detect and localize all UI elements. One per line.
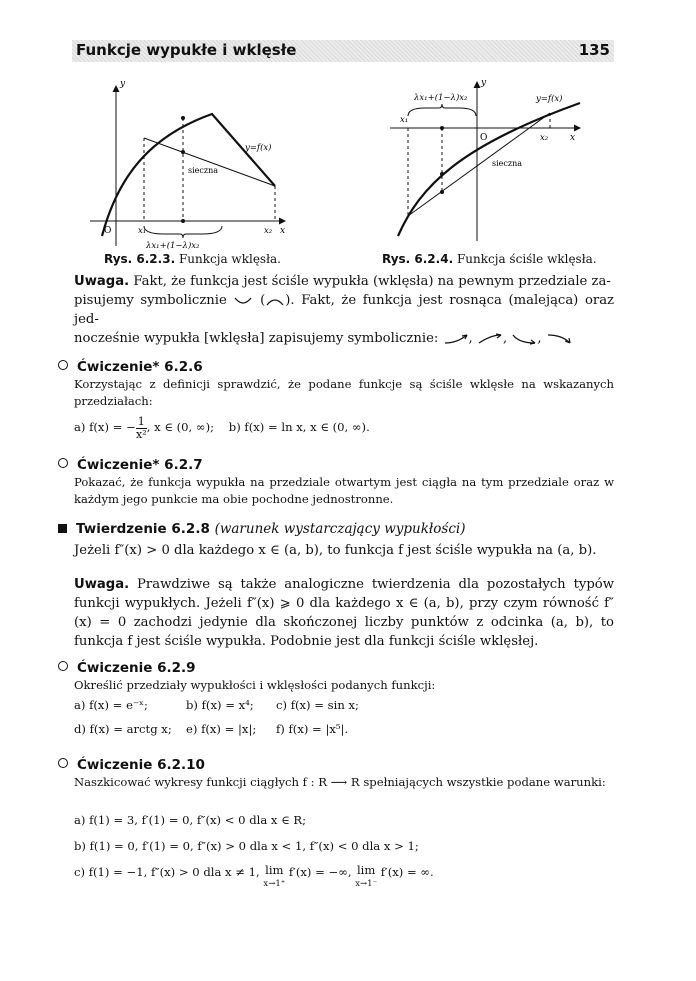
figure-concave [80, 76, 300, 254]
header-title: Funkcje wypukłe i wklęsłe [76, 41, 297, 59]
origin-label: O [480, 133, 488, 143]
axis-y-label: y [481, 78, 487, 88]
concave-curve [102, 114, 275, 236]
exercise-6-2-6-items: a) f(x) = − $\frac{1}{\text{x²}}$ , x ∈ (0, ∞); b) f(x) = ln x, x ∈ (0, ∞). [74, 414, 370, 441]
bullet-ring-icon [58, 758, 68, 768]
convex-symbol-icon [233, 296, 253, 306]
exercise-6-2-6-text: Korzystając z definicji sprawdzić, że podane funkcje są ściśle wklęsłe na wskazanych przedziałach: [74, 377, 614, 408]
figure-strictly-concave [380, 76, 610, 246]
caption-right: Rys. 6.2.4. Funkcja ściśle wklęsła. [382, 252, 597, 266]
combo-label: λx₁+(1−λ)x₂ [414, 93, 468, 103]
theorem-6-2-8-text: Jeżeli f″(x) > 0 dla każdego x ∈ (a, b), to funkcja f jest ściśle wypukła na (a, b). [74, 543, 597, 558]
increasing-convex-icon [443, 333, 469, 345]
origin-label: O [104, 226, 112, 236]
decreasing-convex-icon [511, 333, 537, 345]
bullet-ring-icon [58, 661, 68, 671]
axis-x-label: x [570, 133, 576, 143]
bullet-square-icon [58, 524, 67, 533]
caption-left: Rys. 6.2.3. Funkcja wklęsła. [104, 252, 281, 266]
exercise-6-2-10-c: c) f(1) = −1, f″(x) > 0 dla x ≠ 1, lim x→1⁺ f′(x) = −∞, lim x→1⁻ f′(x) = ∞. [74, 863, 434, 889]
curve-label: y=f(x) [536, 94, 563, 104]
x1-label: x₁ [138, 226, 147, 236]
exercise-6-2-9-text: Określić przedziały wypukłości i wklęsłości podanych funkcji: [74, 678, 436, 692]
exercise-6-2-7-text: Pokazać, że funkcja wypukła na przedziale otwartym jest ciągła na tym przedziale oraz w każdym jego punkcie ma obie pochodne jednostronne. [74, 475, 614, 506]
increasing-concave-icon [477, 333, 503, 345]
secant-label: sieczna [492, 159, 523, 168]
x2-label: x₂ [540, 133, 549, 143]
theorem-6-2-8-title: Twierdzenie 6.2.8 (warunek wystarczający wypukłości) [58, 521, 466, 537]
x1-label: x₁ [400, 115, 409, 125]
axis-x-label: x [280, 226, 286, 236]
secant-label: sieczna [188, 166, 219, 175]
concave-symbol-icon [265, 296, 285, 306]
page-number: 135 [578, 41, 610, 59]
exercise-6-2-10-b: b) f(1) = 0, f′(1) = 0, f″(x) > 0 dla x < 1, f″(x) < 0 dla x > 1; [74, 839, 419, 853]
curve-label: y=f(x) [245, 143, 272, 153]
exercise-6-2-10-text: Naszkicować wykresy funkcji ciągłych f : R ⟶ R spełniających wszystkie podane warunki: [74, 775, 606, 789]
exercise-6-2-10-title: Ćwiczenie 6.2.10 [58, 757, 205, 773]
x2-label: x₂ [264, 226, 273, 236]
exercise-6-2-9-row1: a) f(x) = e⁻ˣ; b) f(x) = x⁴; c) f(x) = sin x; [74, 698, 359, 712]
combo-label: λx₁+(1−λ)x₂ [146, 241, 200, 251]
exercise-6-2-6-title: Ćwiczenie* 6.2.6 [58, 359, 203, 375]
exercise-6-2-10-a: a) f(1) = 3, f′(1) = 0, f″(x) < 0 dla x ∈ R; [74, 813, 307, 827]
axis-y-label: y [120, 79, 126, 89]
concave-curve [398, 103, 580, 236]
exercise-6-2-9-row2: d) f(x) = arctg x; e) f(x) = |x|; f) f(x) = |x⁵|. [74, 722, 349, 736]
running-header [72, 40, 614, 62]
bullet-ring-icon [58, 360, 68, 370]
remark-symbols: Uwaga. Fakt, że funkcja jest ściśle wypukła (wklęsła) na pewnym przedziale za- pisujemy symbolicznie ( ). Fakt, że funkcja jest rosnąca (malejąca) oraz jed- nocześnie wypukła [wklęsła] zapisujemy symbolicznie: , , , [74, 274, 615, 346]
decreasing-concave-icon [546, 333, 572, 345]
exercise-6-2-7-title: Ćwiczenie* 6.2.7 [58, 457, 203, 473]
bullet-ring-icon [58, 458, 68, 468]
exercise-6-2-9-title: Ćwiczenie 6.2.9 [58, 660, 196, 676]
remark-analogous: Uwaga. Prawdziwe są także analogiczne twierdzenia dla pozostałych typów funkcji wypukłych. Jeżeli f″(x) ⩾ 0 dla każdego x ∈ (a, b), przy czym równość f″(x) = 0 zachodzi jedynie dla skończonej liczby punktów z odcinka (a, b), to funkcja f jest ściśle wypukła. Podobnie jest dla funkcji ściśle wklęsłej. [74, 577, 614, 649]
